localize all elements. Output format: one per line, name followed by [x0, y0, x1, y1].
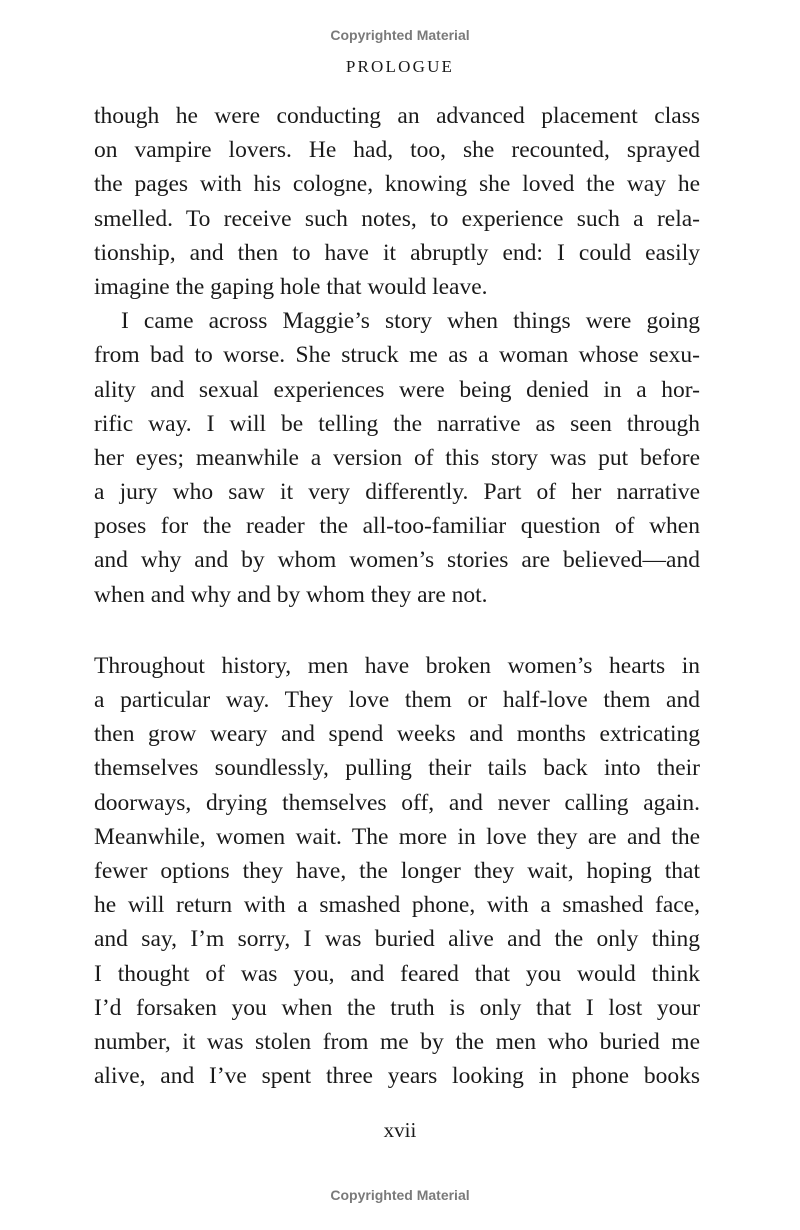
- text-line: from bad to worse. She struck me as a woman whose sexu-: [94, 342, 700, 369]
- text-line: the pages with his cologne, knowing she loved the way he: [94, 171, 700, 198]
- paragraph: [94, 99, 700, 304]
- text-line: when and why and by whom they are not.: [94, 581, 488, 608]
- text-line: a jury who saw it very differently. Part of her narrative: [94, 479, 700, 506]
- text-line: and why and by whom women’s stories are believed—and: [94, 547, 700, 574]
- text-line: doorways, drying themselves off, and never calling again.: [94, 789, 700, 816]
- copyright-watermark-top: Copyrighted Material: [330, 27, 470, 43]
- text-line: themselves soundlessly, pulling their tails back into their: [94, 755, 700, 782]
- text-line: Throughout history, men have broken women’s hearts in: [94, 652, 700, 679]
- text-line: Meanwhile, women wait. The more in love they are and the: [94, 823, 700, 850]
- text-line: fewer options they have, the longer they wait, hoping that: [94, 857, 700, 884]
- text-line: her eyes; meanwhile a version of this story was put before: [94, 444, 700, 471]
- text-line: and say, I’m sorry, I was buried alive and the only thing: [94, 926, 700, 953]
- section-break: [94, 612, 700, 649]
- paragraph: [94, 649, 700, 1093]
- text-line: alive, and I’ve spent three years looking in phone books: [94, 1063, 700, 1090]
- text-line: tionship, and then to have it abruptly end: I could easily: [94, 239, 700, 266]
- text-line: he will return with a smashed phone, with a smashed face,: [94, 892, 700, 919]
- running-head: PROLOGUE: [345, 57, 455, 76]
- copyright-watermark-bottom: Copyrighted Material: [330, 1187, 470, 1203]
- text-line: I came across Maggie’s story when things were going: [121, 308, 700, 335]
- text-line: then grow weary and spend weeks and months extricating: [94, 721, 700, 748]
- text-line: I thought of was you, and feared that you would think: [94, 960, 700, 987]
- text-line: number, it was stolen from me by the men who buried me: [94, 1028, 700, 1055]
- text-line: on vampire lovers. He had, too, she recounted, sprayed: [94, 137, 700, 164]
- text-line: rific way. I will be telling the narrative as seen through: [94, 410, 700, 437]
- text-line: a particular way. They love them or half-love them and: [94, 687, 700, 713]
- text-line: imagine the gaping hole that would leave.: [94, 273, 488, 300]
- body-text: [94, 99, 700, 1093]
- text-line: ality and sexual experiences were being denied in a hor-: [94, 376, 700, 403]
- paragraph: [94, 304, 700, 612]
- page-number: xvii: [383, 1118, 417, 1142]
- text-line: though he were conducting an advanced placement class: [94, 103, 700, 129]
- text-line: smelled. To receive such notes, to experience such a rela-: [94, 205, 700, 232]
- text-line: I’d forsaken you when the truth is only that I lost your: [94, 994, 700, 1021]
- text-line: poses for the reader the all-too-familiar question of when: [94, 513, 700, 540]
